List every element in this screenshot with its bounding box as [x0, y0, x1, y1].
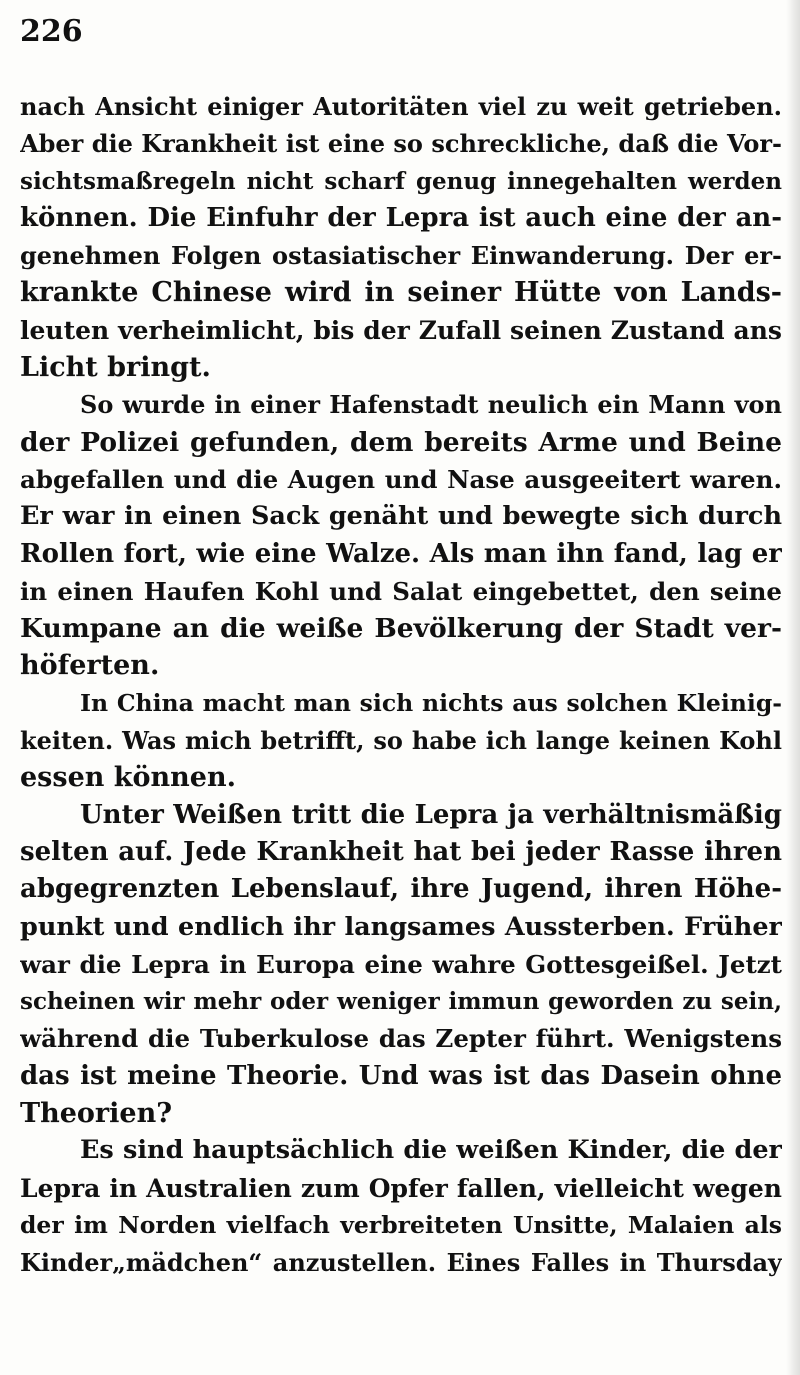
page-number: 226 — [20, 14, 83, 49]
text-line: abgefallen und die Augen und Nase ausgeeitert waren. — [20, 464, 782, 494]
text-line: der im Norden vielfach verbreiteten Unsitte, Malaien als — [20, 1210, 782, 1239]
text-line: Rollen fort, wie eine Walze. Als man ihn fand, lag er — [20, 538, 782, 569]
text-line: in einen Haufen Kohl und Salat eingebettet, den seine — [20, 576, 782, 606]
text-line: können. Die Einfuhr der Lepra ist auch eine der an- — [20, 202, 782, 233]
text-line: genehmen Folgen ostasiatischer Einwanderung. Der er- — [20, 241, 782, 271]
text-line: sichtsmaßregeln nicht scharf genug innegehalten werden — [20, 167, 782, 195]
text-line: selten auf. Jede Krankheit hat bei jeder Rasse ihren — [20, 836, 782, 867]
text-line: Licht bringt. — [20, 352, 211, 384]
text-line: Kumpane an die weiße Bevölkerung der Stadt ver- — [20, 613, 782, 645]
text-line: Unter Weißen tritt die Lepra ja verhältnismäßig — [80, 799, 782, 830]
text-line: war die Lepra in Europa eine wahre Gottesgeißel. Jetzt — [20, 949, 782, 979]
text-line: Er war in einen Sack genäht und bewegte sich durch — [20, 501, 782, 532]
text-line: während die Tuberkulose das Zepter führt. Wenigstens — [20, 1024, 782, 1054]
text-line: scheinen wir mehr oder weniger immun geworden zu sein, — [20, 988, 782, 1016]
text-line: keiten. Was mich betrifft, so habe ich lange keinen Kohl — [20, 726, 782, 756]
text-line: Lepra in Australien zum Opfer fallen, vielleicht wegen — [20, 1173, 782, 1203]
text-line: punkt und endlich ihr langsames Aussterben. Früher — [20, 911, 782, 942]
body-text — [20, 88, 782, 1282]
text-line: So wurde in einer Hafenstadt neulich ein Mann von — [80, 390, 782, 420]
text-line: In China macht man sich nichts aus solchen Kleinig- — [80, 688, 782, 717]
text-line: Kinder„mädchen“ anzustellen. Eines Falles in Thursday — [20, 1248, 782, 1278]
text-line: abgegrenzten Lebenslauf, ihre Jugend, ihren Höhe- — [20, 874, 782, 905]
text-line: essen können. — [20, 762, 236, 794]
text-line: Theorien? — [20, 1098, 173, 1130]
text-line: nach Ansicht einiger Autoritäten viel zu weit getrieben. — [20, 92, 782, 121]
text-line: Aber die Krankheit ist eine so schreckliche, daß die Vor- — [20, 129, 782, 159]
page-edge-shadow — [786, 0, 800, 1375]
text-line: leuten verheimlicht, bis der Zufall seinen Zustand ans — [20, 315, 782, 345]
text-line: Es sind hauptsächlich die weißen Kinder, die der — [80, 1135, 782, 1166]
text-line: das ist meine Theorie. Und was ist das Dasein ohne — [20, 1060, 782, 1091]
text-line: höferten. — [20, 650, 160, 682]
text-line: der Polizei gefunden, dem bereits Arme und Beine — [20, 426, 782, 458]
text-line: krankte Chinese wird in seiner Hütte von Lands- — [20, 277, 782, 309]
